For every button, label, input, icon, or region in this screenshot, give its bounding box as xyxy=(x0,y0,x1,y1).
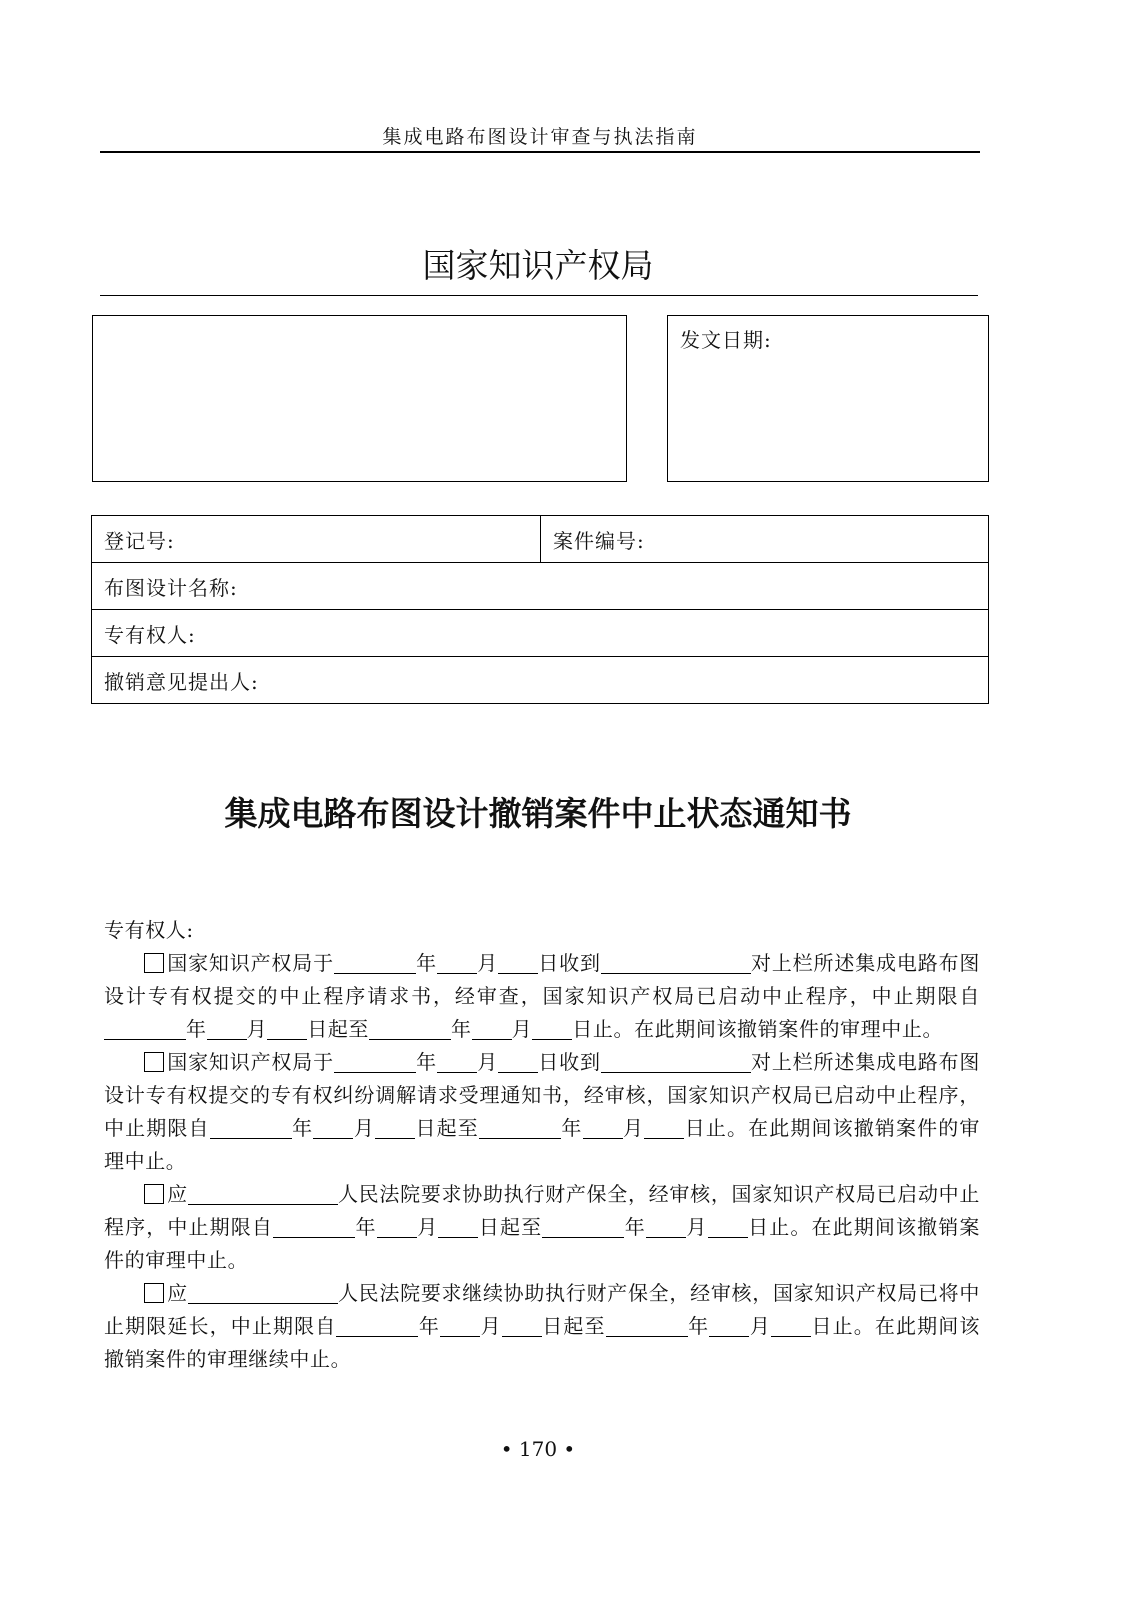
blank-field[interactable] xyxy=(771,1314,811,1337)
blank-field[interactable] xyxy=(313,1116,353,1139)
option-paragraph-4: 应 人民法院要求继续协助执行财产保全，经审核，国家知识产权局已将中止期限延长，中止期限自 年 月 日起至 年 月 日止。在此期间该撤销案件的审理继续中止。 xyxy=(104,1281,980,1371)
blank-field[interactable] xyxy=(188,1182,338,1205)
blank-field[interactable] xyxy=(583,1116,623,1139)
address-box xyxy=(92,315,627,482)
running-header-title: 集成电路布图设计审查与执法指南 xyxy=(382,126,698,148)
blank-field[interactable] xyxy=(273,1215,355,1238)
blank-field[interactable] xyxy=(542,1215,624,1238)
header-rule xyxy=(100,151,980,153)
issuing-office: 国家知识产权局 xyxy=(422,246,654,285)
case-info-table xyxy=(91,515,989,704)
blank-field[interactable] xyxy=(479,1116,561,1139)
option-4-checkbox[interactable] xyxy=(144,1283,164,1303)
blank-field[interactable] xyxy=(437,951,477,974)
registration-no-cell: 登记号: xyxy=(92,516,541,563)
blank-field[interactable] xyxy=(644,1116,684,1139)
date-box xyxy=(667,315,989,482)
blank-field[interactable] xyxy=(472,1017,512,1040)
blank-field[interactable] xyxy=(188,1281,338,1304)
revocation-requester-cell: 撤销意见提出人: xyxy=(92,657,989,704)
blank-field[interactable] xyxy=(210,1116,292,1139)
blank-field[interactable] xyxy=(708,1215,748,1238)
design-name-cell: 布图设计名称: xyxy=(92,563,989,610)
option-3-checkbox[interactable] xyxy=(144,1184,164,1204)
option-paragraph-3: 应 人民法院要求协助执行财产保全，经审核，国家知识产权局已启动中止程序，中止期限自 年 月 日起至 年 月 日止。在此期间该撤销案件的审理中止。 xyxy=(104,1182,980,1272)
option-1-checkbox[interactable] xyxy=(144,953,164,973)
notice-body xyxy=(104,914,980,1376)
page-number: • 170 • xyxy=(500,1437,576,1461)
blank-field[interactable] xyxy=(104,1017,186,1040)
blank-field[interactable] xyxy=(498,1050,538,1073)
office-rule xyxy=(100,295,978,296)
blank-field[interactable] xyxy=(606,1314,688,1337)
blank-field[interactable] xyxy=(440,1314,480,1337)
blank-field[interactable] xyxy=(334,951,416,974)
blank-field[interactable] xyxy=(498,951,538,974)
blank-field[interactable] xyxy=(437,1050,477,1073)
blank-field[interactable] xyxy=(334,1050,416,1073)
blank-field[interactable] xyxy=(601,951,751,974)
blank-field[interactable] xyxy=(267,1017,307,1040)
blank-field[interactable] xyxy=(207,1017,247,1040)
blank-field[interactable] xyxy=(601,1050,751,1073)
blank-field[interactable] xyxy=(336,1314,418,1337)
option-paragraph-1: 国家知识产权局于 年 月 日收到 对上栏所述集成电路布图设计专有权提交的中止程序请求书，经审查，国家知识产权局已启动中止程序，中止期限自年 月 日起至 年 月 日止。在此期间该撤销案件的审理中止。 xyxy=(104,951,980,1041)
blank-field[interactable] xyxy=(438,1215,478,1238)
blank-field[interactable] xyxy=(369,1017,451,1040)
right-holder-cell: 专有权人: xyxy=(92,610,989,657)
blank-field[interactable] xyxy=(532,1017,572,1040)
blank-field[interactable] xyxy=(709,1314,749,1337)
addressee: 专有权人: xyxy=(104,918,194,942)
option-2-checkbox[interactable] xyxy=(144,1052,164,1072)
option-paragraph-2: 国家知识产权局于 年 月 日收到 对上栏所述集成电路布图设计专有权提交的专有权纠纷调解请求受理通知书，经审核，国家知识产权局已启动中止程序，中止期限自 年 月 日起至 年 月 日止。在此期间该撤销案件的审理中止。 xyxy=(104,1050,980,1173)
blank-field[interactable] xyxy=(377,1215,417,1238)
blank-field[interactable] xyxy=(502,1314,542,1337)
issue-date-label: 发文日期: xyxy=(680,328,772,352)
blank-field[interactable] xyxy=(375,1116,415,1139)
notice-title: 集成电路布图设计撤销案件中止状态通知书 xyxy=(224,794,852,833)
case-no-cell: 案件编号: xyxy=(541,516,989,563)
blank-field[interactable] xyxy=(646,1215,686,1238)
